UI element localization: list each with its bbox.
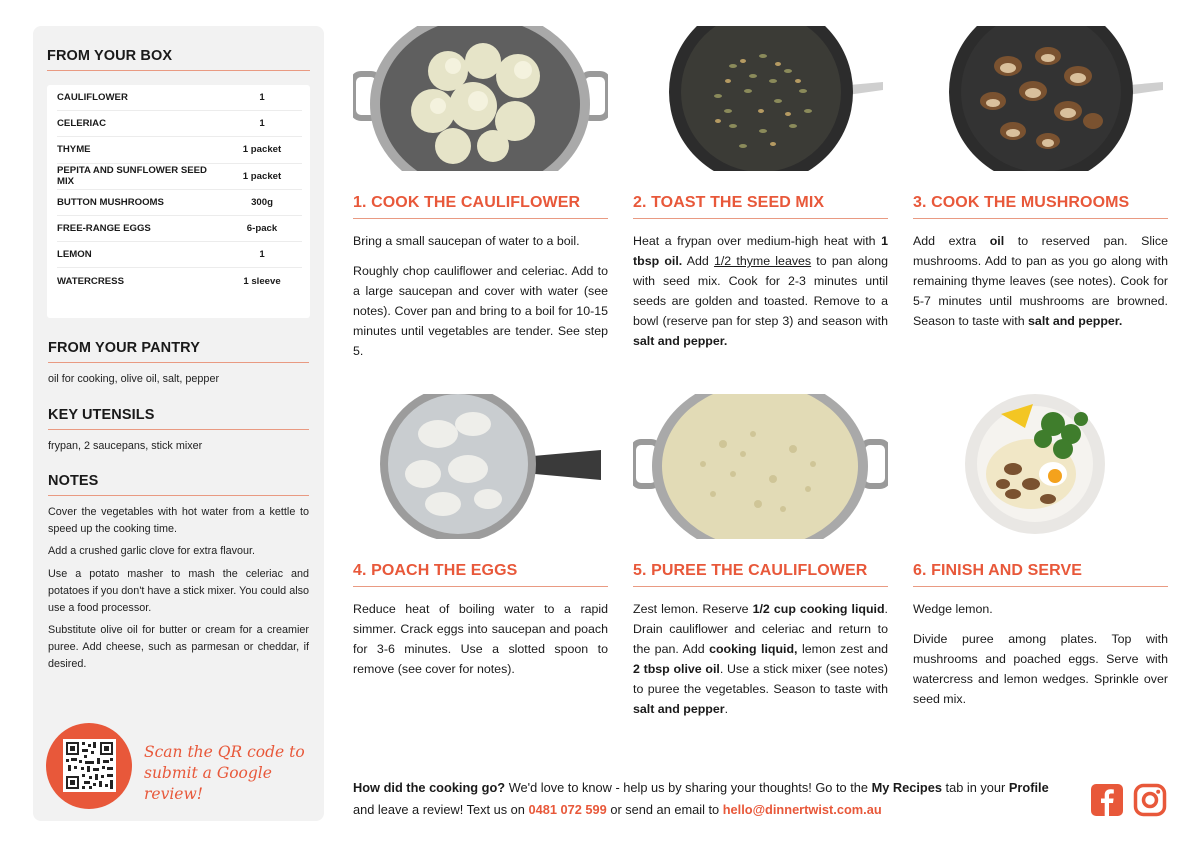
bold-span: salt and pepper.	[1028, 314, 1123, 329]
step-4	[353, 394, 608, 679]
step-4-paragraph: Reduce heat of boiling water to a rapid simmer. Crack eggs into saucepan and poach for 3-6 minutes. Use a slotted spoon to remove (see cover for notes).	[353, 602, 608, 677]
ingredient-qty: 1	[259, 92, 265, 104]
step-2-title: 2. TOAST THE SEED MIX	[633, 194, 888, 219]
step-1-title: 1. COOK THE CAULIFLOWER	[353, 194, 608, 219]
utensils-text: frypan, 2 saucepans, stick mixer	[48, 440, 203, 452]
bold-span: salt and pepper.	[633, 334, 728, 349]
ingredient-name: LEMON	[57, 249, 92, 261]
scan-qr-text	[144, 742, 314, 805]
step-4-photo	[353, 394, 608, 539]
note-item: Add a crushed garlic clove for extra flavour.	[48, 545, 256, 558]
ingredient-name: THYME	[57, 144, 91, 156]
step-6-paragraph: Divide puree among plates. Top with mushrooms and poached eggs. Serve with watercress and lemon wedges. Sprinkle over seed mix.	[913, 632, 1168, 707]
ingredient-qty: 1	[259, 249, 265, 261]
ingredient-qty: 1 sleeve	[243, 275, 281, 287]
step-6-paragraph: Wedge lemon.	[913, 602, 993, 616]
ingredient-row	[57, 268, 302, 294]
ingredient-name: CELERIAC	[57, 118, 107, 130]
step-1-photo	[353, 26, 608, 171]
key-utensils-heading: KEY UTENSILS	[48, 407, 309, 430]
step-2-body	[633, 231, 888, 352]
from-your-box-section	[47, 48, 310, 318]
qr-code-icon[interactable]	[63, 739, 116, 792]
ingredient-qty: 1 packet	[242, 170, 282, 182]
text-span: lemon zest and	[797, 642, 888, 657]
ingredient-qty: 1 packet	[242, 144, 282, 156]
text-span: Heat a frypan over medium-high heat with	[633, 234, 882, 248]
step-3-photo	[913, 26, 1168, 171]
ingredient-name: FREE-RANGE EGGS	[57, 223, 151, 235]
scan-qr-line-2: submit a Google review!	[144, 763, 272, 803]
notes-section	[48, 473, 309, 673]
step-5	[633, 394, 888, 720]
ingredient-row	[57, 216, 302, 242]
text-span: to reserved pan. Slice mushrooms. Add to pan as you go along with remaining thyme leaves (see notes). Cook for 5-7 minutes until mushrooms are browned. Season to taste with	[913, 234, 1168, 329]
ingredient-row	[57, 164, 302, 190]
notes-heading: NOTES	[48, 473, 309, 496]
ingredient-row	[57, 242, 302, 268]
text-span: Zest lemon. Reserve	[633, 602, 753, 616]
step-2	[633, 26, 888, 352]
step-4-body	[353, 599, 608, 679]
text-span: or send an email to	[606, 801, 723, 817]
step-6-photo	[913, 394, 1168, 539]
ingredient-row	[57, 111, 302, 137]
from-your-box-heading: FROM YOUR BOX	[47, 48, 310, 71]
text-span: . Use a stick mixer (see notes) to puree the vegetables. Season to taste with	[633, 662, 888, 697]
bold-span: 1 tbsp oil.	[633, 234, 888, 269]
text-span: .	[724, 702, 729, 717]
bold-span: salt and pepper	[633, 702, 725, 717]
text-span: tab in your	[941, 780, 1009, 795]
step-1-paragraph: Bring a small saucepan of water to a boil.	[353, 234, 580, 248]
step-1	[353, 26, 608, 362]
email-link[interactable]: hello@dinnertwist.com.au	[722, 801, 882, 817]
step-5-photo	[633, 394, 888, 539]
step-3-paragraph	[913, 231, 1168, 331]
profile-link[interactable]: Profile	[1008, 780, 1049, 795]
phone-link[interactable]: 0481 072 599	[528, 801, 607, 817]
ingredient-name: WATERCRESS	[57, 275, 124, 287]
ingredient-name: CAULIFLOWER	[57, 92, 128, 104]
ingredient-row	[57, 137, 302, 163]
step-3-title: 3. COOK THE MUSHROOMS	[913, 194, 1168, 219]
text-span: and leave a review! Text us on	[353, 801, 529, 817]
note-item: Substitute olive oil for butter or cream for a creamier puree. Add cheese, such as parmesan or cheddar, if desired.	[48, 624, 309, 670]
ingredient-qty: 6-pack	[246, 223, 278, 235]
ingredient-name: PEPITA AND SUNFLOWER SEED MIX	[57, 165, 207, 188]
step-4-title: 4. POACH THE EGGS	[353, 562, 608, 587]
ingredient-qty: 1	[259, 118, 265, 130]
ingredients-sidebar	[33, 26, 324, 821]
ingredient-qty: 300g	[251, 196, 273, 208]
underline-span: 1/2 thyme leaves	[713, 254, 812, 269]
step-6-title: 6. FINISH AND SERVE	[913, 562, 1168, 587]
step-1-body	[353, 231, 608, 362]
text-span: . Drain cauliflower and celeriac and return to the pan. Add	[633, 602, 888, 657]
ingredients-table	[47, 85, 310, 318]
note-item: Cover the vegetables with hot water from a kettle to speed up the cooking time.	[48, 506, 309, 535]
footer-question: How did the cooking go?	[353, 780, 506, 795]
ingredient-row	[57, 190, 302, 216]
step-5-paragraph	[633, 599, 888, 720]
step-6-body	[913, 599, 1168, 709]
bold-span: 2 tbsp olive oil	[633, 662, 720, 677]
from-your-pantry-section	[48, 340, 309, 388]
pantry-text: oil for cooking, olive oil, salt, pepper	[48, 373, 220, 385]
step-1-paragraph: Roughly chop cauliflower and celeriac. Add to a large saucepan and cover with water (see notes). Cover pan and bring to a boil for 10-15 minutes until vegetables are tender. See step 5.	[353, 264, 608, 359]
text-span: We'd love to know - help us by sharing your thoughts! Go to the	[505, 780, 872, 795]
from-your-pantry-heading: FROM YOUR PANTRY	[48, 340, 309, 363]
step-3-body	[913, 231, 1168, 331]
key-utensils-section	[48, 407, 309, 455]
qr-badge	[46, 723, 132, 809]
review-footer	[353, 777, 1073, 821]
instagram-icon[interactable]	[1133, 783, 1167, 817]
note-item: Use a potato masher to mash the celeriac and potatoes if you don't have a stick mixer. You could also use a food processor.	[48, 568, 309, 614]
ingredient-name: BUTTON MUSHROOMS	[57, 196, 164, 208]
bold-span: cooking liquid,	[709, 642, 798, 657]
ingredient-row	[57, 85, 302, 111]
text-span: Add extra	[913, 234, 990, 248]
step-2-paragraph	[633, 231, 888, 352]
step-5-body	[633, 599, 888, 720]
step-3	[913, 26, 1168, 331]
facebook-icon[interactable]	[1090, 783, 1124, 817]
text-span: to pan along with seed mix. Cook for 2-3 minutes until seeds are golden and toasted. Remove to a bowl (reserve pan for step 3) and season with	[633, 254, 888, 329]
my-recipes-link[interactable]: My Recipes	[871, 780, 942, 795]
step-2-photo	[633, 26, 888, 171]
step-6	[913, 394, 1168, 709]
bold-span: 1/2 cup cooking liquid	[752, 602, 885, 616]
scan-qr-line-1: Scan the QR code to	[144, 743, 305, 761]
step-5-title: 5. PUREE THE CAULIFLOWER	[633, 562, 888, 587]
text-span: Add	[682, 254, 714, 269]
bold-span: oil	[989, 234, 1005, 248]
